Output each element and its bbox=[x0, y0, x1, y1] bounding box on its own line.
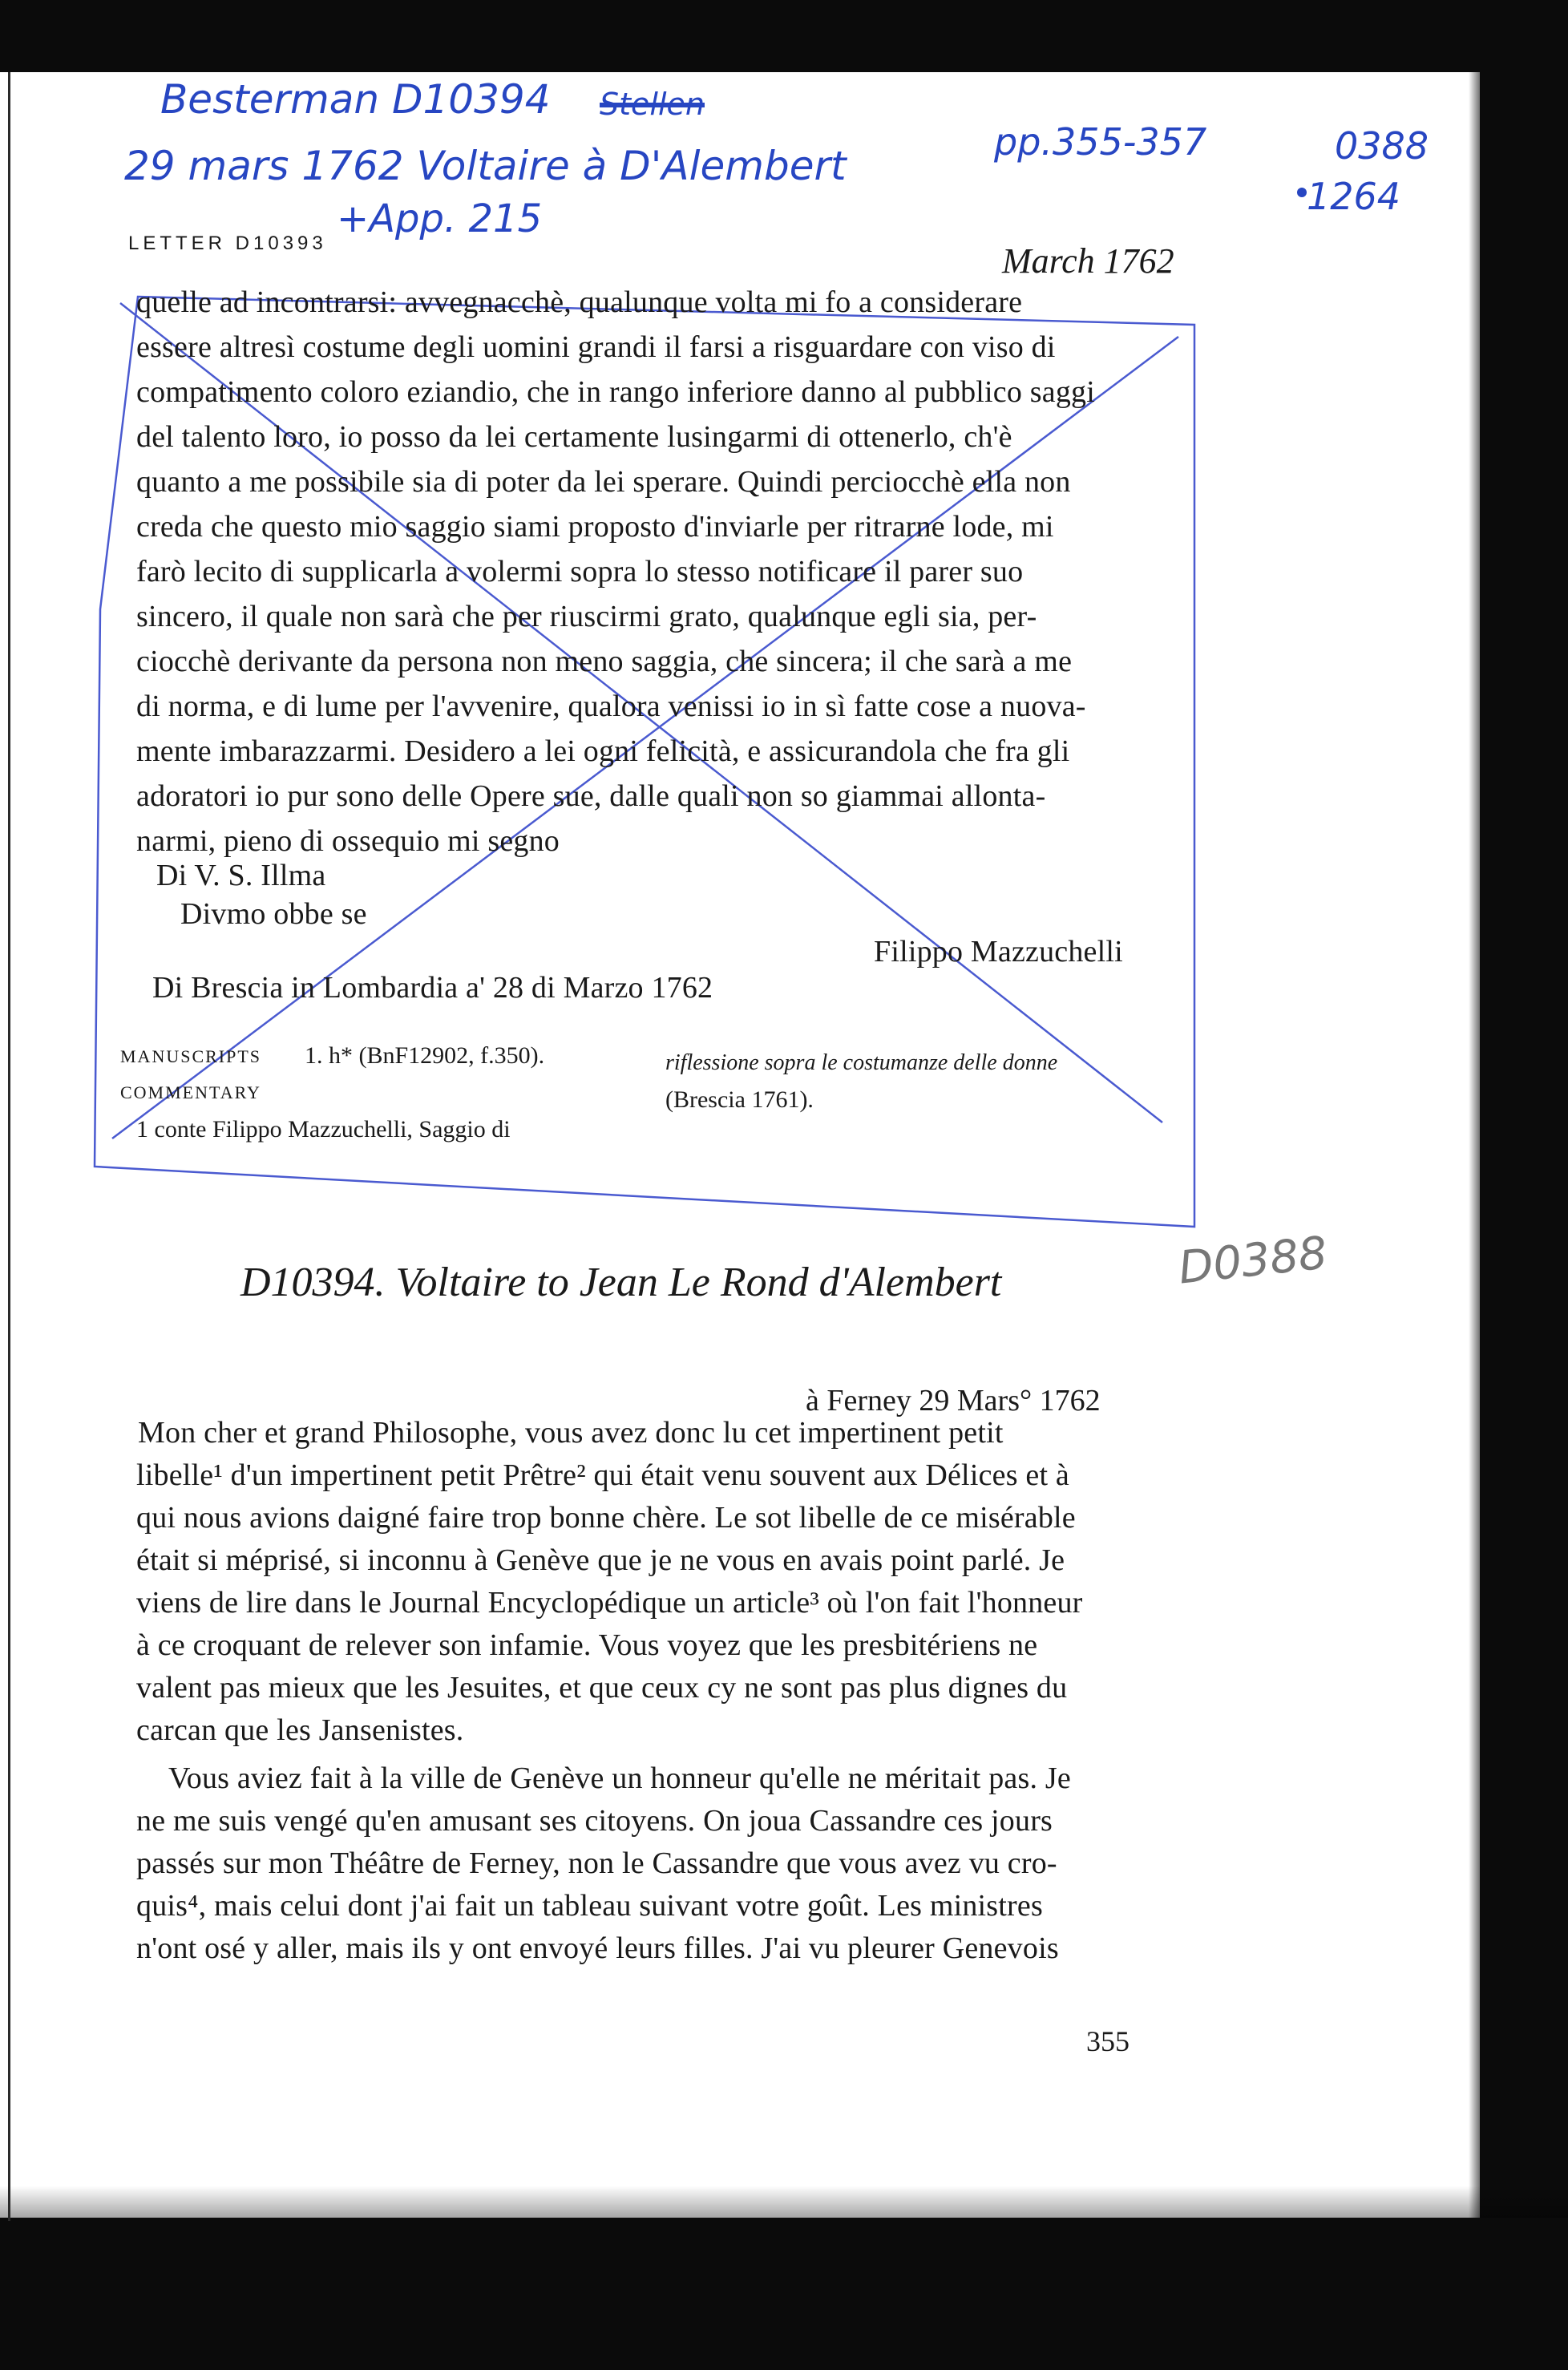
commentary-continuation: (Brescia 1761). bbox=[665, 1086, 814, 1113]
italian-line: sincero, il quale non sarà che per riuscirmi grato, qualunque egli sia, per- bbox=[136, 600, 1037, 633]
french-line: qui nous avions daigné faire trop bonne chère. Le sot libelle de ce misérable bbox=[136, 1501, 1076, 1535]
french-line: Vous aviez fait à la ville de Genève un honneur qu'elle ne méritait pas. Je bbox=[168, 1761, 1071, 1795]
french-line: était si méprisé, si inconnu à Genève que je ne vous en avais point parlé. Je bbox=[136, 1543, 1065, 1577]
handwritten-pages: pp.355-357 bbox=[994, 120, 1207, 164]
french-line: n'ont osé y aller, mais ils y ont envoyé leurs filles. J'ai vu pleurer Genevois bbox=[136, 1931, 1059, 1965]
french-line: valent pas mieux que les Jesuites, et que ceux cy ne sont pas plus dignes du bbox=[136, 1671, 1068, 1705]
place-date: Di Brescia in Lombardia a' 28 di Marzo 1762 bbox=[152, 971, 713, 1005]
manuscripts-text: 1. h* (BnF12902, f.350). bbox=[305, 1042, 545, 1069]
salutation: Di V. S. Illma bbox=[156, 859, 326, 892]
french-line-text: Mon cher et grand Philosophe, vous avez donc lu cet impertinent petit bbox=[138, 1416, 1004, 1450]
italian-line: di norma, e di lume per l'avvenire, qualora venissi io in sì fatte cose a nuova- bbox=[136, 690, 1086, 723]
french-line: quis⁴, mais celui dont j'ai fait un tableau suivant votre goût. Les ministres bbox=[136, 1889, 1043, 1923]
header-date: March 1762 bbox=[1002, 241, 1174, 281]
italian-line: quanto a me possibile sia di poter da lei sperare. Quindi perciocchè ella non bbox=[136, 465, 1071, 499]
handwritten-struck-text: Stellen bbox=[600, 87, 705, 122]
commentary-continuation: riflessione sopra le costumanze delle donne bbox=[665, 1050, 1058, 1075]
italian-line: creda che questo mio saggio siami proposto d'inviarle per ritrarne lode, mi bbox=[136, 510, 1054, 544]
handwritten-reference: Besterman D10394 bbox=[160, 76, 551, 123]
french-line: à ce croquant de relever son infamie. Vous voyez que les presbitériens ne bbox=[136, 1628, 1038, 1662]
french-line: viens de lire dans le Journal Encyclopédique un article³ où l'on fait l'honneur bbox=[136, 1586, 1083, 1620]
handwritten-appendix: +App. 215 bbox=[337, 196, 543, 241]
commentary-text: 1 conte Filippo Mazzuchelli, Saggio di bbox=[136, 1116, 511, 1143]
handwritten-date-line: 29 mars 1762 Voltaire à D'Alembert bbox=[124, 143, 847, 189]
french-line: libelle¹ d'un impertinent petit Prêtre² qui était venu souvent aux Délices et à bbox=[136, 1458, 1069, 1492]
page-number: 355 bbox=[1086, 2025, 1130, 2057]
margin-pencil-mark: D0388 bbox=[1176, 1227, 1330, 1295]
handwritten-number-top: 0388 bbox=[1335, 124, 1429, 168]
french-place-date: à Ferney 29 Mars° 1762 bbox=[806, 1384, 1101, 1418]
italian-line: compatimento coloro eziandio, che in rango inferiore danno al pubblico saggi bbox=[136, 375, 1095, 409]
closing: Divmo obbe se bbox=[180, 897, 367, 931]
italian-line: narmi, pieno di ossequio mi segno bbox=[136, 824, 560, 858]
signature: Filippo Mazzuchelli bbox=[874, 935, 1123, 969]
italian-line: del talento loro, io posso da lei certamente lusingarmi di ottenerlo, ch'è bbox=[136, 420, 1012, 454]
italian-line: adoratori io pur sono delle Opere sue, dalle quali non so giammai allonta- bbox=[136, 779, 1046, 813]
french-line: carcan que les Jansenistes. bbox=[136, 1713, 464, 1747]
italian-line: essere altresì costume degli uomini grandi il farsi a risguardare con viso di bbox=[136, 330, 1056, 364]
french-line: passés sur mon Théâtre de Ferney, non le Cassandre que vous avez vu cro- bbox=[136, 1846, 1057, 1880]
letter-label: LETTER D10393 bbox=[128, 233, 327, 254]
handwritten-number-bottom: 1264 bbox=[1307, 175, 1401, 218]
french-line: ne me suis vengé qu'en amusant ses citoyens. On joua Cassandre ces jours bbox=[136, 1804, 1053, 1838]
italian-line: quelle ad incontrarsi: avvegnacchè, qualunque volta mi fo a considerare bbox=[136, 285, 1023, 319]
italian-line: farò lecito di supplicarla a volermi sopra lo stesso notificare il parer suo bbox=[136, 555, 1024, 588]
letter-heading: D10394. Voltaire to Jean Le Rond d'Alembert bbox=[240, 1260, 1002, 1305]
commentary-label: COMMENTARY bbox=[120, 1082, 261, 1102]
italian-line: mente imbarazzarmi. Desidero a lei ogni felicità, e assicurandola che fra gli bbox=[136, 734, 1070, 768]
french-line bbox=[138, 1415, 1004, 1450]
italian-line: ciocchè derivante da persona non meno saggia, che sincera; il che sarà a me bbox=[136, 645, 1073, 678]
manuscripts-label: MANUSCRIPTS bbox=[120, 1046, 262, 1066]
